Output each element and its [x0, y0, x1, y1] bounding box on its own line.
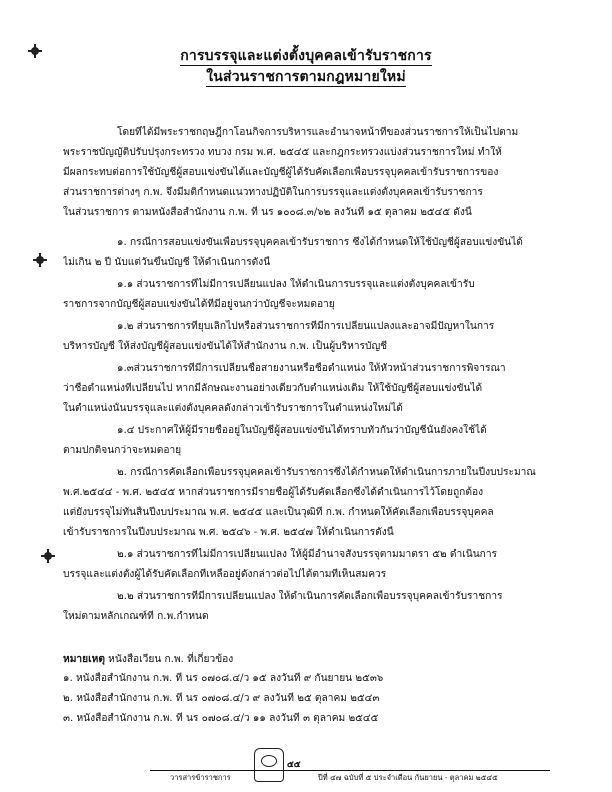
intro-line: พระราชบัญญัติปรับปรุงกระทรวง ทบวง กรม พ.ศ. ๒๕๔๕ และกฎกระทรวงแบ่งส่วนราชการใหม่ ทำให้: [63, 147, 502, 158]
intro-line: ในส่วนราชการ ตามหนังสือสำนักงาน ก.พ. ที่ นร ๑๐๐๘.๓/๖๒ ลงวันที่ ๑๕ ตุลาคม ๒๕๔๕ ดังนี้: [63, 207, 472, 218]
remarks-label: หมายเหตุ: [63, 653, 105, 665]
remarks-heading: [63, 652, 233, 667]
section1-item3-line: ๑.๓ส่วนราชการที่มีการเปลี่ยนชื่อสายงานหรือชื่อตำแหน่ง ให้หัวหน้าส่วนราชการพิจารณา: [117, 363, 506, 374]
section2-item2-line: ๒.๒ ส่วนราชการที่มีการเปลี่ยนแปลง ให้ดำเนินการคัดเลือกเพื่อบรรจุบุคคลเข้ารับราชการ: [117, 591, 503, 602]
section2-item2-line: ใหม่ตามหลักเกณฑ์ที่ ก.พ.กำหนด: [63, 611, 209, 622]
remarks-item: ๒. หนังสือสำนักงาน ก.พ. ที่ นร ๐๗๐๘.๔/ว ๙ ลงวันที่ ๒๕ ตุลาคม ๒๕๔๓: [63, 693, 380, 704]
section1-item2-line: ๑.๒ ส่วนราชการที่ยุบเลิกไปหรือส่วนราชการที่มีการเปลี่ยนแปลงและอาจมีปัญหาในการ: [117, 321, 495, 332]
remarks-item: ๓. หนังสือสำนักงาน ก.พ. ที่ นร ๐๗๐๘.๔/ว ๑๑ ลงวันที่ ๓ ตุลาคม ๒๕๔๕: [63, 713, 379, 724]
document-title-line1: การบรรจุและแต่งตั้งบุคคลเข้ารับราชการ: [180, 48, 432, 64]
section2-item1-line: ๒.๑ ส่วนราชการที่ไม่มีการเปลี่ยนแปลง ให้ผู้มีอำนาจสั่งบรรจุตามมาตรา ๕๒ ดำเนินการ: [117, 549, 498, 560]
section1-item3-line: ในตำแหน่งนั้นบรรจุและแต่งตั้งบุคคลดังกล่าวเข้ารับราชการในตำแหน่งใหม่ได้: [63, 403, 403, 414]
intro-line: โดยที่ได้มีพระราชกฤษฎีกาโอนกิจการบริหารและอำนาจหน้าที่ของส่วนราชการให้เป็นไปตาม: [117, 127, 519, 138]
section2-item1-line: บรรจุและแต่งตั้งผู้ได้รับคัดเลือกที่เหลืออยู่ดังกล่าวต่อไปได้ตามที่เห็นสมควร: [63, 569, 387, 580]
section1-heading-line: ๑. กรณีการสอบแข่งขันเพื่อบรรจุบุคคลเข้ารับราชการ ซึ่งได้กำหนดให้ใช้บัญชีผู้สอบแข่งขันได้: [117, 237, 523, 248]
section1-item1-line: ราชการจากบัญชีผู้สอบแข่งขันได้ที่มีอยู่จนกว่าบัญชีจะหมดอายุ: [63, 299, 335, 310]
page-number: ๕๕: [287, 760, 301, 770]
intro-line: ส่วนราชการต่างๆ ก.พ. จึงมีมติกำหนดแนวทางปฏิบัติในการบรรจุและแต่งตั้งบุคคลเข้ารับราชการ: [63, 187, 483, 198]
footer-issue-info: ปีที่ ๔๗ ฉบับที่ ๕ ประจำเดือน กันยายน - ตุลาคม ๒๕๔๕: [318, 773, 498, 782]
binder-hole-marker: [36, 256, 44, 264]
section1-item3-line: ว่าชื่อตำแหน่งที่เปลี่ยนไป หากมีลักษณะงานอย่างเดียวกับตำแหน่งเดิม ให้ใช้บัญชีผู้สอบแข่งขันได้: [63, 383, 483, 394]
remarks-heading-text: หนังสือเวียน ก.พ. ที่เกี่ยวข้อง: [104, 654, 234, 665]
section1-item1-line: ๑.๑ ส่วนราชการที่ไม่มีการเปลี่ยนแปลง ให้ดำเนินการบรรจุและแต่งตั้งบุคคลเข้ารับ: [117, 279, 475, 290]
section1-item4-line: ตามปกติจนกว่าจะหมดอายุ: [63, 445, 182, 456]
footer-journal-name: วารสารข้าราชการ: [170, 773, 231, 782]
document-title-line2: ในส่วนราชการตามกฎหมายใหม่: [206, 69, 406, 85]
footer-divider: [150, 770, 550, 771]
section2-heading-line: ๒. กรณีการคัดเลือกเพื่อบรรจุบุคคลเข้ารับราชการซึ่งได้กำหนดให้ดำเนินการภายในปีงบประมาณ: [117, 467, 536, 478]
section2-heading-line: เข้ารับราชการในปีงบประมาณ พ.ศ. ๒๕๔๖ - พ.ศ. ๒๕๔๗ ให้ดำเนินการดังนี้: [63, 527, 394, 538]
binder-hole-marker: [44, 552, 52, 560]
intro-line: มีผลกระทบต่อการใช้บัญชีผู้สอบแข่งขันได้และบัญชีผู้ได้รับคัดเลือกเพื่อบรรจุบุคคลเข้ารับราชการของ: [63, 167, 499, 178]
remarks-item: ๑. หนังสือสำนักงาน ก.พ. ที่ นร ๐๗๐๘.๔/ว ๑๕ ลงวันที่ ๙ กันยายน ๒๕๓๖: [63, 673, 384, 684]
section1-item2-line: บริหารบัญชี ให้ส่งบัญชีผู้สอบแข่งขันได้ให้สำนักงาน ก.พ. เป็นผู้บริหารบัญชี: [63, 341, 388, 352]
section1-heading-line: ไม่เกิน ๒ ปี นับแต่วันขึ้นบัญชี ให้ดำเนินการดังนี้: [63, 257, 271, 268]
section2-heading-line: พ.ศ.๒๕๔๔ - พ.ศ. ๒๕๔๕ หากส่วนราชการมีรายชื่อผู้ได้รับคัดเลือกซึ่งได้ดำเนินการไว้โดยถูกต้อง: [63, 487, 484, 498]
section1-item4-line: ๑.๔ ประกาศให้ผู้มีรายชื่ออยู่ในบัญชีผู้สอบแข่งขันได้ทราบทั่วกันว่าบัญชีนั้นยังคงใช้ได้: [117, 425, 487, 436]
journal-logo-icon: [254, 748, 284, 782]
section2-heading-line: แต่ยังบรรจุไม่ทันสิ้นปีงบประมาณ พ.ศ. ๒๕๔๕ และเป็นวุฒิที่ ก.พ. กำหนดให้คัดเลือกเพื่อบรรจุบุคคล: [63, 507, 494, 518]
